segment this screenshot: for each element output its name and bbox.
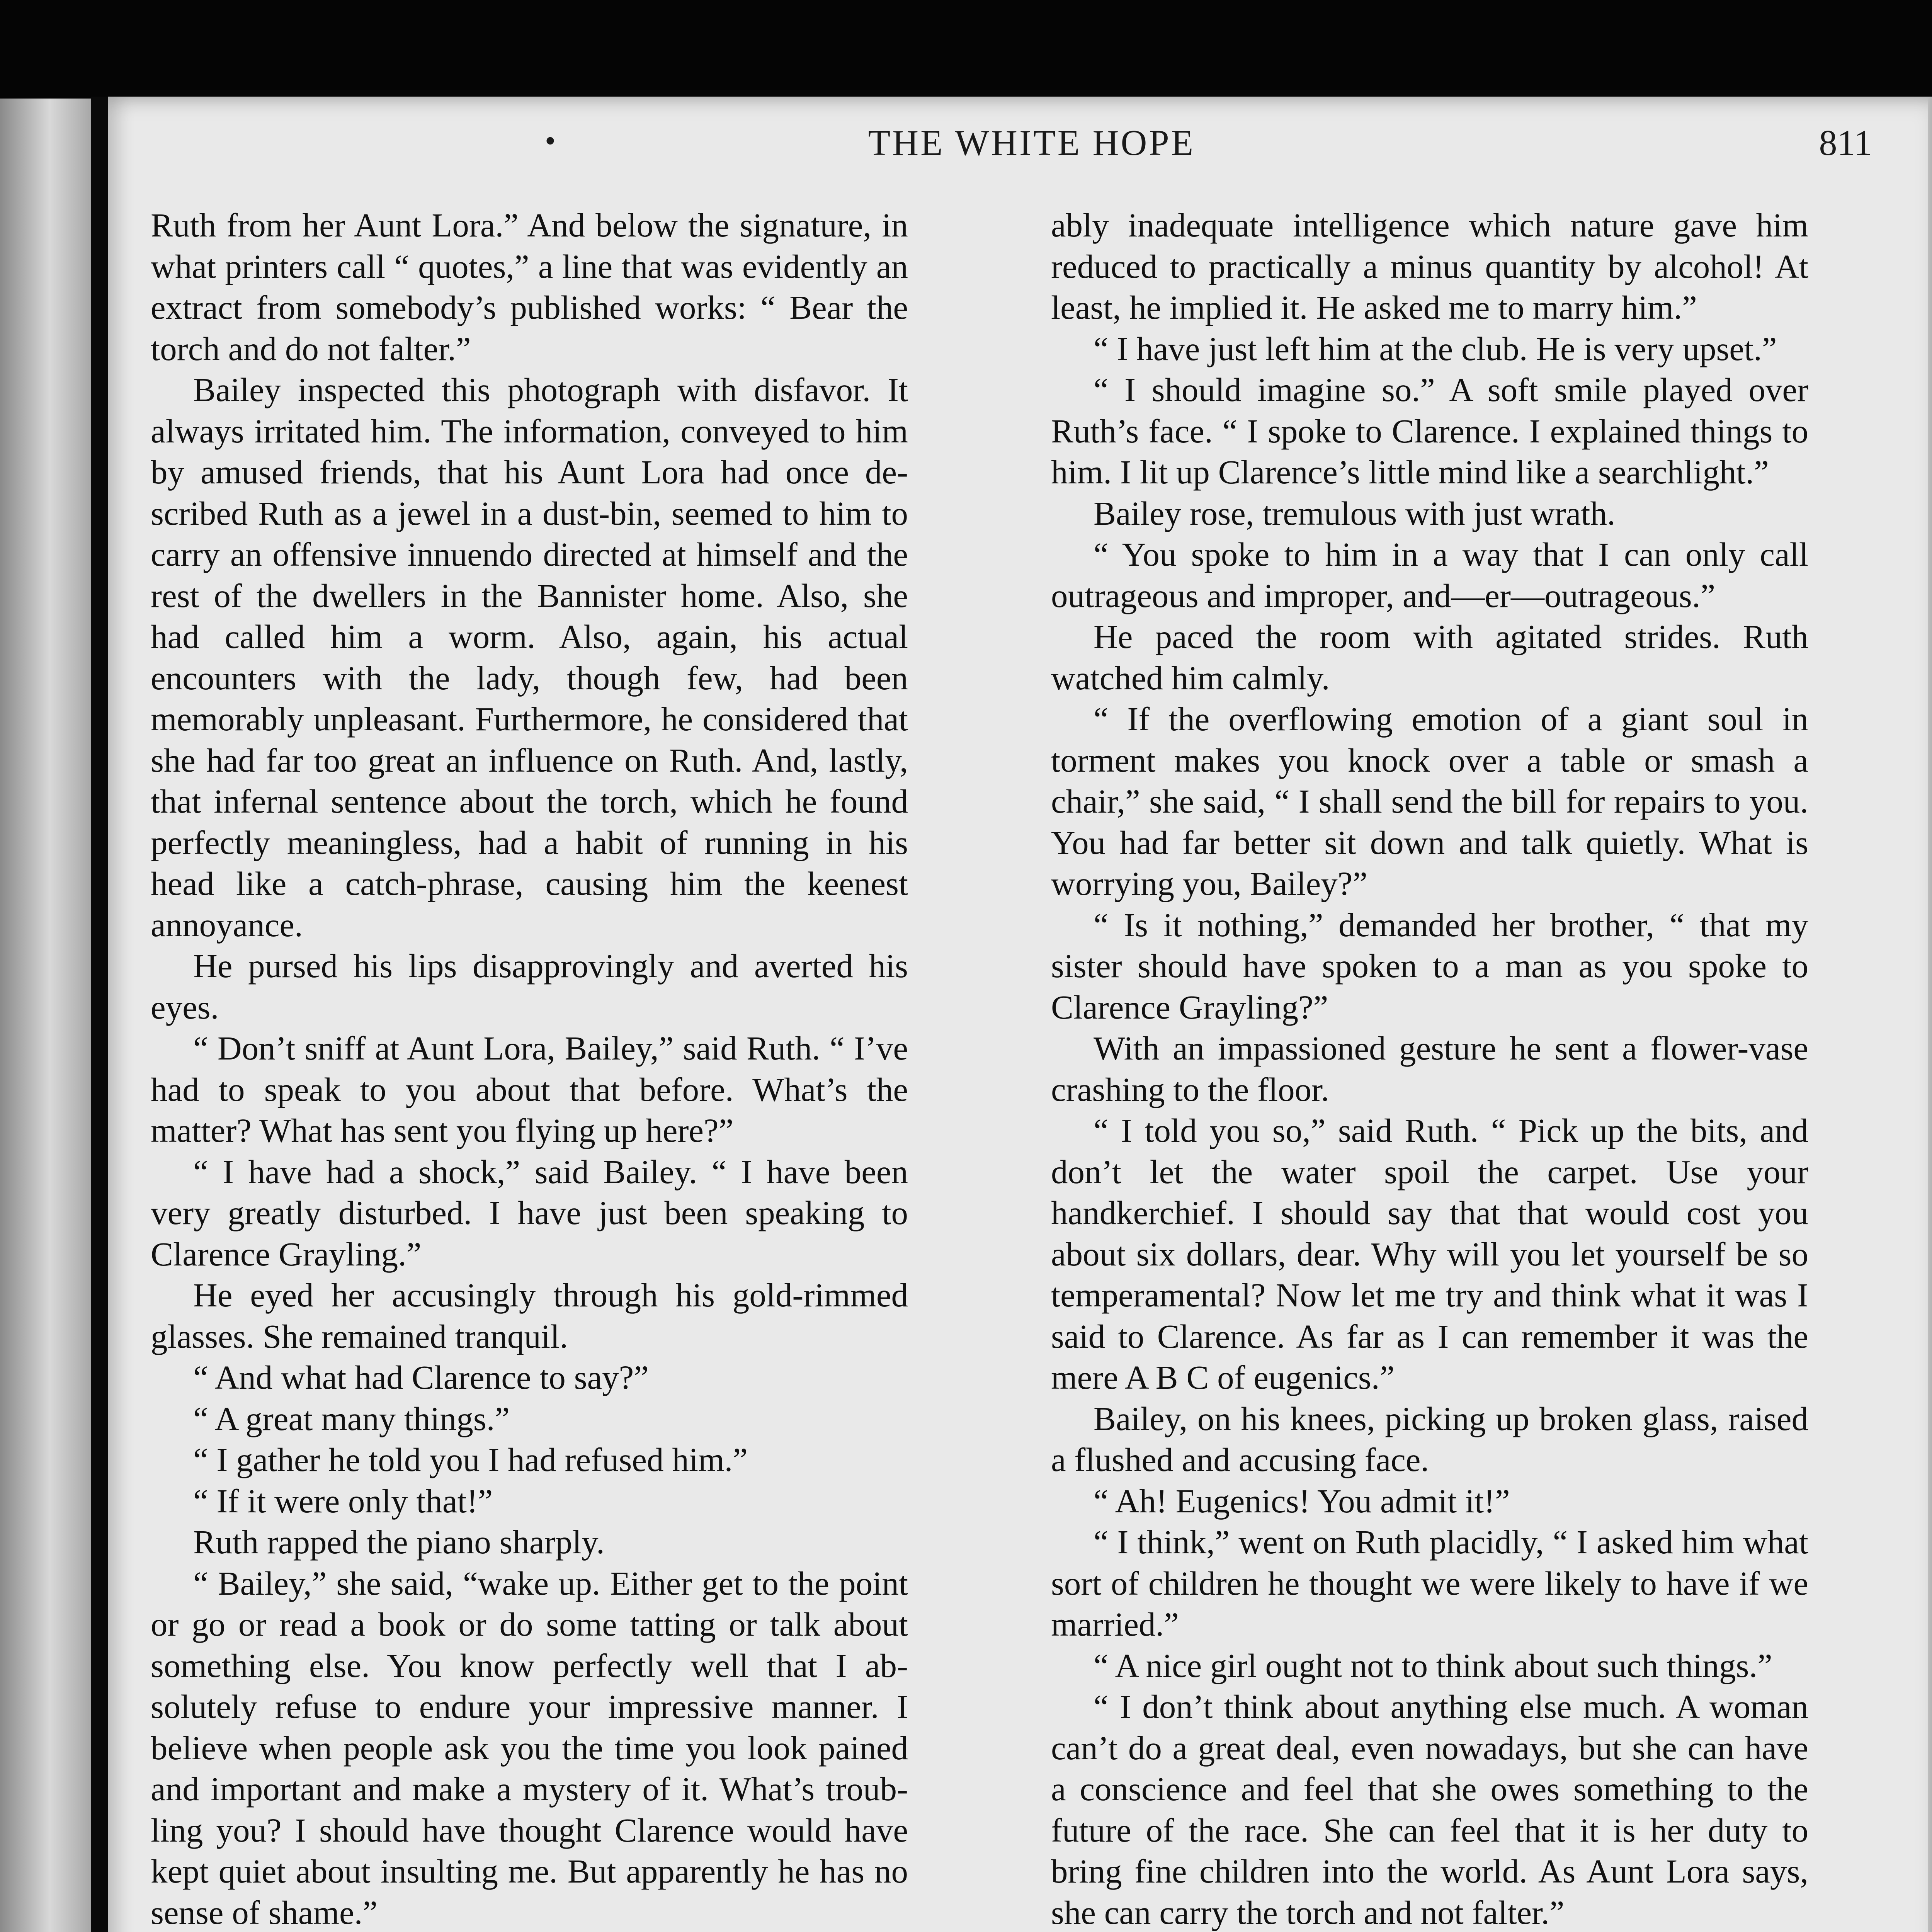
page-edge-shadow [1928,97,1932,1932]
paragraph: “ A nice girl ought not to think about such things.” [1094,1646,1772,1684]
paragraph: He pursed his lips disapprovingly and averted his eyes. [151,947,908,1026]
paragraph: “ I think,” went on Ruth placidly, “ I asked him what sort of children he thought we were likely to have if we married.” [1051,1523,1808,1643]
paragraph: “ I have just left him at the club. He is very upset.” [1094,330,1777,367]
paragraph: He paced the room with agitated strides. Ruth watched him calmly. [1051,618,1808,697]
paragraph: Ruth rapped the piano sharply. [193,1523,605,1561]
left-column [151,205,908,1932]
paragraph: Bailey inspected this photograph with disfavor. It always irritated him. The information, conveyed to him by amused friends, that his Aunt Lora had once described Ruth as a jewel in a dust-bin, seemed to him to carry an offensive innuendo directed at himself and the rest of the dwellers in the Bannister home. Also, she had called him a worm. Also, again, his actual encounters with the lady, though few, had been memorably unpleasant. Furthermore, he considered that she had far too great an influence on Ruth. And, lastly, that infernal sentence about the torch, which he found perfectly meaningless, had a habit of running in his head like a catch-phrase, causing him the keenest annoyance. [151,371,908,944]
right-column [1051,205,1808,1932]
paragraph: “ I don’t think about anything else much. A woman can’t do a great deal, even nowadays, but she can have a conscience and feel that she owes something to the future of the race. She can feel that it is her duty to bring fine children into the world. As Aunt Lora says, she can carry the torch and not falter.” [1051,1688,1808,1931]
paragraph: “ Ah! Eugenics! You admit it!” [1094,1482,1510,1520]
paragraph: “ You spoke to him in a way that I can only call outrageous and improper, and—er—outrageous.” [1051,536,1808,614]
paragraph: He eyed her accusingly through his gold-rimmed glasses. She remained tranquil. [151,1276,908,1355]
paragraph: “ I should imagine so.” A soft smile played over Ruth’s face. “ I spoke to Clarence. I explained things to him. I lit up Clarence’s little mind like a searchlight.” [1051,371,1808,491]
header-dot: • [545,124,556,158]
running-title: THE WHITE HOPE [868,123,1196,163]
paragraph: “ Don’t sniff at Aunt Lora, Bailey,” said Ruth. “ I’ve had to speak to you about that before. What’s the matter? What has sent you flying up here?” [151,1029,908,1149]
page-number: 811 [1819,123,1872,163]
paragraph: “ If it were only that!” [193,1482,493,1520]
paragraph: “ I have had a shock,” said Bailey. “ I have been very greatly disturbed. I have just been speaking to Clarence Grayling.” [151,1153,908,1273]
paragraph: “ I gather he told you I had refused him.” [193,1441,748,1478]
paragraph: “ Is it nothing,” demanded her brother, “ that my sister should have spoken to a man as you spoke to Clarence Grayling?” [1051,906,1808,1026]
paragraph: Ruth from her Aunt Lora.” And below the signature, in what printers call “ quotes,” a line that was evidently an extract from somebody’s published works: “ Bear the torch and do not falter.” [151,206,908,367]
paragraph: “ A great many things.” [193,1400,510,1437]
facing-page-edge [0,99,91,1932]
running-header [108,118,1932,164]
paragraph: Bailey rose, tremulous with just wrath. [1094,494,1616,532]
paragraph: Bailey, on his knees, picking up broken glass, raised a flushed and accusing face. [1051,1400,1808,1478]
paragraph-continuation: ably inadequate intelligence which nature gave him reduced to practically a minus quantity by alcohol! At least, he implied it. He asked me to marry him.” [1051,206,1808,326]
paragraph: With an impassioned gesture he sent a flower-vase crashing to the floor. [1051,1029,1808,1108]
paragraph: “ Bailey,” she said, “wake up. Either get to the point or go or read a book or do some tatting or talk about something else. You know perfectly well that I absolutely refuse to endure your impressive manner. I believe when people ask you the time you look pained and important and make a mystery of it. What’s troubling you? I should have thought Clarence would have kept quiet about insulting me. But apparently he has no sense of shame.” [151,1564,908,1931]
book-gutter [91,97,108,1932]
paragraph: “ I told you so,” said Ruth. “ Pick up the bits, and don’t let the water spoil the carpet. Use your handkerchief. I should say that that would cost you about six dollars, dear. Why will you let yourself be so temperamental? Now let me try and think what it was I said to Clarence. As far as I can remember it was the mere A B C of eugenics.” [1051,1112,1808,1396]
paragraph: “ If the overflowing emotion of a giant soul in torment makes you knock over a table or smash a chair,” she said, “ I shall send the bill for repairs to you. You had far better sit down and talk quietly. What is worrying you, Bailey?” [1051,700,1808,902]
paragraph: “ And what had Clarence to say?” [193,1359,649,1396]
